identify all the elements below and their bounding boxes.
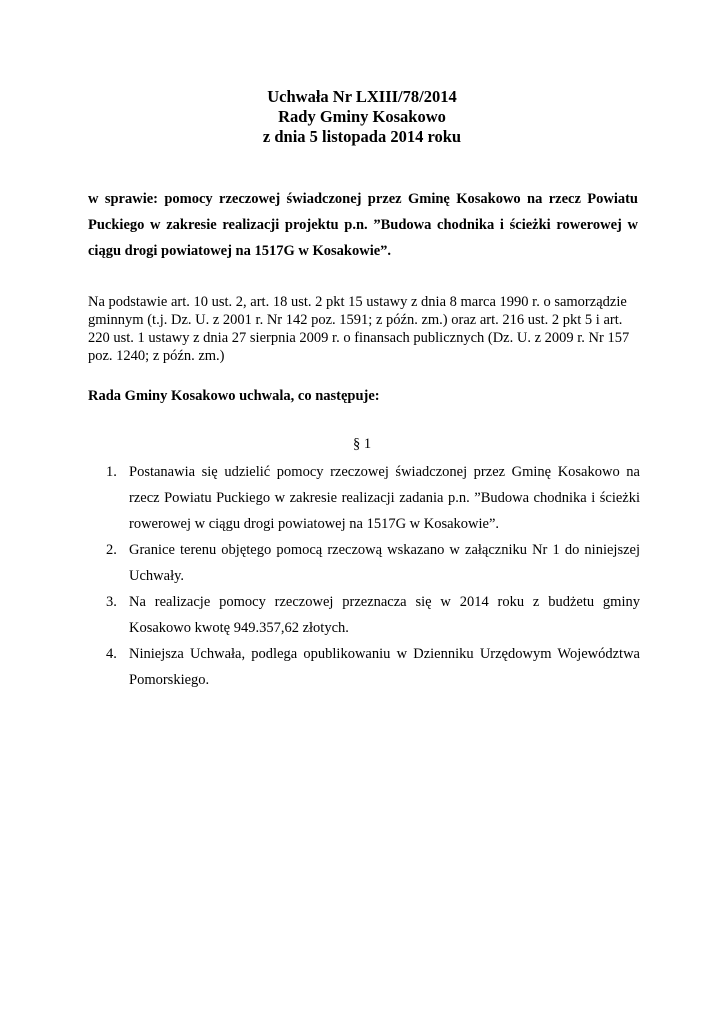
resolution-date: z dnia 5 listopada 2014 roku	[262, 127, 462, 146]
list-item	[88, 641, 640, 693]
list-item	[88, 537, 640, 589]
resolution-title: Uchwała Nr LXIII/78/2014	[267, 87, 457, 106]
legal-basis-line: poz. 1240; z późn. zm.)	[88, 348, 225, 364]
section-heading: § 1	[352, 436, 372, 452]
legal-basis	[88, 293, 642, 365]
list-item-number: 1.	[106, 464, 117, 480]
list-item-text: Niniejsza Uchwała, podlega opublikowaniu w Dzienniku Urzędowym Województwa Pomorskiego.	[129, 646, 640, 688]
list-item-number: 4.	[106, 646, 117, 662]
list-item-text: Granice terenu objętego pomocą rzeczową wskazano w załączniku Nr 1 do niniejszej Uchwały.	[129, 542, 640, 584]
list-item	[88, 589, 640, 641]
provisions-list	[88, 459, 640, 693]
list-item-number: 3.	[106, 594, 117, 610]
council-name: Rady Gminy Kosakowo	[278, 107, 446, 126]
list-item-text: Na realizacje pomocy rzeczowej przeznacza się w 2014 roku z budżetu gminy Kosakowo kwotę 949.357,62 złotych.	[129, 594, 640, 636]
decision-statement: Rada Gminy Kosakowo uchwala, co następuje:	[88, 388, 380, 404]
legal-basis-line: 220 ust. 1 ustawy z dnia 27 sierpnia 2009 r. o finansach publicznych (Dz. U. z 2009 r. Nr 157	[88, 330, 630, 346]
list-item-number: 2.	[106, 542, 117, 558]
list-item-text: Postanawia się udzielić pomocy rzeczowej świadczonej przez Gminę Kosakowo na rzecz Powiatu Puckiego w zakresie realizacji zadania p.n. ”Budowa chodnika i ścieżki rowerowej w ciągu drogi powiatowej na 1517G w Kosakowie”.	[129, 464, 640, 532]
resolution-subject: w sprawie: pomocy rzeczowej świadczonej przez Gminę Kosakowo na rzecz Powiatu Puckiego w zakresie realizacji projektu p.n. ”Budowa chodnika i ścieżki rowerowej w ciągu drogi powiatowej na 1517G w Kosakowie”.	[88, 191, 638, 259]
list-item	[88, 459, 640, 537]
legal-basis-line: gminnym (t.j. Dz. U. z 2001 r. Nr 142 poz. 1591; z późn. zm.) oraz art. 216 ust. 2 pkt 5 i art.	[88, 312, 623, 328]
resolution-header	[0, 87, 724, 147]
legal-basis-line: Na podstawie art. 10 ust. 2, art. 18 ust. 2 pkt 15 ustawy z dnia 8 marca 1990 r. o samorządzie	[88, 294, 627, 310]
